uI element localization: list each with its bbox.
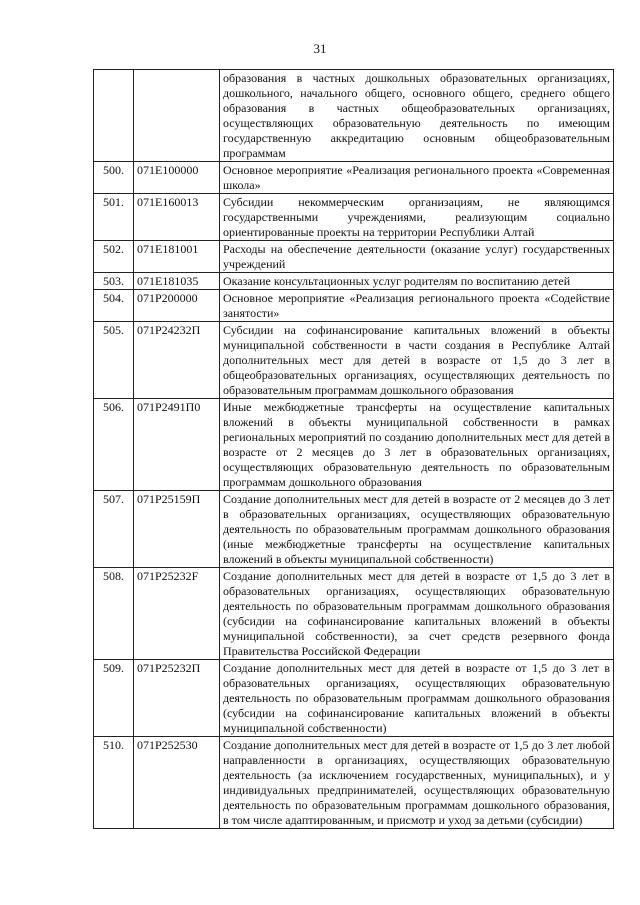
row-code: 071P25232П (134, 660, 220, 737)
row-description: Субсидии на софинансирование капитальных вложений в объекты муниципальной собственности в части создания в Республике Алтай дополнительных мест для детей в возрасте от 1,5 до 3 лет в общеобразовательных организациях, осуществляющих деятельность по образовательным программам дошкольного образования (220, 322, 614, 399)
row-code: 071P200000 (134, 290, 220, 322)
table-row (94, 194, 614, 241)
row-number: 504. (94, 290, 134, 322)
table-row (94, 491, 614, 568)
table-row (94, 399, 614, 491)
table-row (94, 322, 614, 399)
row-code: 071P24232П (134, 322, 220, 399)
row-code: 071E160013 (134, 194, 220, 241)
row-code: 071E100000 (134, 162, 220, 194)
row-code: 071P25159П (134, 491, 220, 568)
budget-classification-table (93, 69, 614, 829)
row-number: 505. (94, 322, 134, 399)
row-description: Расходы на обеспечение деятельности (оказание услуг) государственных учреждений (220, 241, 614, 273)
row-code (134, 70, 220, 162)
row-number: 502. (94, 241, 134, 273)
row-description: Оказание консультационных услуг родителям по воспитанию детей (220, 273, 614, 290)
row-number: 501. (94, 194, 134, 241)
table-row (94, 70, 614, 162)
row-number (94, 70, 134, 162)
row-number: 508. (94, 568, 134, 660)
table-row (94, 568, 614, 660)
row-number: 509. (94, 660, 134, 737)
table-row (94, 737, 614, 829)
row-description: Субсидии некоммерческим организациям, не являющимся государственными учреждениями, реализующим социально ориентированные проекты на территории Республики Алтай (220, 194, 614, 241)
row-code: 071P25232F (134, 568, 220, 660)
row-description: Основное мероприятие «Реализация регионального проекта «Содействие занятости» (220, 290, 614, 322)
row-description: Создание дополнительных мест для детей в возрасте от 1,5 до 3 лет в образовательных организациях, осуществляющих образовательную деятельность по образовательным программам дошкольного образования (субсидии на софинансирование капитальных вложений в объекты муниципальной собственности) (220, 660, 614, 737)
row-description: Иные межбюджетные трансферты на осуществление капитальных вложений в объекты муниципальной собственности в рамках региональных мероприятий по созданию дополнительных мест для детей в возрасте от 2 месяцев до 3 лет в образовательных организациях, осуществляющих образовательную деятельность по образовательным программам дошкольного образования (220, 399, 614, 491)
table-row (94, 660, 614, 737)
table-row (94, 241, 614, 273)
row-number: 510. (94, 737, 134, 829)
table-row (94, 273, 614, 290)
row-description: Создание дополнительных мест для детей в возрасте от 1,5 до 3 лет любой направленности в организациях, осуществляющих образовательную деятельность (за исключением государственных, муниципальных), и у индивидуальных предпринимателей, осуществляющих образовательную деятельность по образовательным программам дошкольного образования, в том числе адаптированным, и присмотр и уход за детьми (субсидии) (220, 737, 614, 829)
row-code: 071P2491П0 (134, 399, 220, 491)
row-code: 071E181001 (134, 241, 220, 273)
row-description: образования в частных дошкольных образовательных организациях, дошкольного, начального общего, основного общего, среднего общего образования в частных общеобразовательных организациях, осуществляющих образовательную деятельность по имеющим государственную аккредитацию основным общеобразовательным программам (220, 70, 614, 162)
row-description: Создание дополнительных мест для детей в возрасте от 1,5 до 3 лет в образовательных организациях, осуществляющих образовательную деятельность по образовательным программам дошкольного образования (субсидии на софинансирование капитальных вложений в объекты муниципальной собственности), за счет средств резервного фонда Правительства Российской Федерации (220, 568, 614, 660)
row-description: Основное мероприятие «Реализация регионального проекта «Современная школа» (220, 162, 614, 194)
row-code: 071P252530 (134, 737, 220, 829)
page-number: 31 (313, 41, 327, 56)
row-number: 507. (94, 491, 134, 568)
row-number: 506. (94, 399, 134, 491)
row-code: 071E181035 (134, 273, 220, 290)
row-description: Создание дополнительных мест для детей в возрасте от 2 месяцев до 3 лет в образовательных организациях, осуществляющих образовательную деятельность по образовательным программам дошкольного образования (иные межбюджетные трансферты на осуществление капитальных вложений в объекты муниципальной собственности) (220, 491, 614, 568)
row-number: 503. (94, 273, 134, 290)
table-row (94, 290, 614, 322)
table-row (94, 162, 614, 194)
row-number: 500. (94, 162, 134, 194)
